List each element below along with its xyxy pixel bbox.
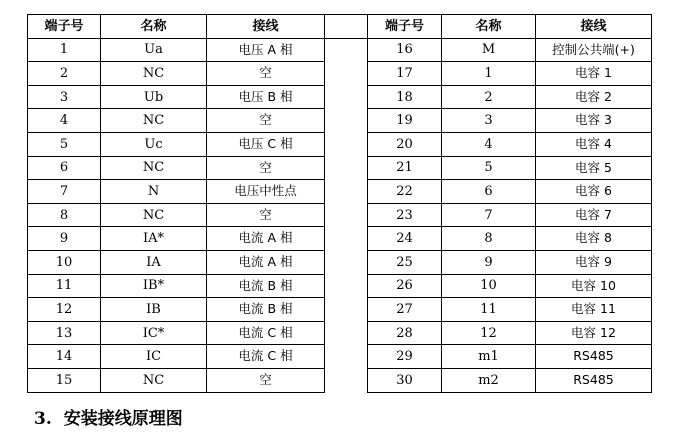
terminal-name-left: NC	[101, 368, 207, 392]
wiring-left: 电流 C 相	[207, 345, 325, 369]
column-gap	[325, 321, 368, 345]
terminal-number-left: 14	[28, 345, 101, 369]
table-row	[28, 227, 652, 251]
wiring-right: 电容 9	[536, 250, 652, 274]
table-row	[28, 62, 652, 86]
column-gap	[325, 156, 368, 180]
wiring-left: 空	[207, 203, 325, 227]
section-title: 安装接线原理图	[63, 409, 183, 429]
terminal-name-right: 11	[442, 298, 536, 322]
wiring-right: 电容 1	[536, 62, 652, 86]
terminal-name-right: 8	[442, 227, 536, 251]
table-row	[28, 298, 652, 322]
terminal-name-left: Uc	[101, 132, 207, 156]
table-row	[28, 85, 652, 109]
terminal-number-left: 6	[28, 156, 101, 180]
terminal-number-left: 5	[28, 132, 101, 156]
terminal-name-left: Ua	[101, 38, 207, 62]
terminal-name-right: 7	[442, 203, 536, 227]
table-row	[28, 203, 652, 227]
column-gap	[325, 203, 368, 227]
terminal-number-right: 18	[368, 85, 442, 109]
terminal-number-left: 15	[28, 368, 101, 392]
terminal-name-right: 2	[442, 85, 536, 109]
terminal-name-right: 9	[442, 250, 536, 274]
column-gap	[325, 85, 368, 109]
header-name-left: 名称	[101, 15, 207, 39]
column-gap	[325, 250, 368, 274]
terminal-number-right: 29	[368, 345, 442, 369]
table-body	[28, 38, 652, 392]
terminal-name-left: IC*	[101, 321, 207, 345]
table-row	[28, 156, 652, 180]
terminal-number-left: 3	[28, 85, 101, 109]
column-gap	[325, 109, 368, 133]
terminal-number-right: 30	[368, 368, 442, 392]
terminal-name-left: IC	[101, 345, 207, 369]
terminal-number-right: 24	[368, 227, 442, 251]
terminal-name-right: 1	[442, 62, 536, 86]
terminal-name-left: IA	[101, 250, 207, 274]
terminal-name-left: IB	[101, 298, 207, 322]
terminal-number-right: 25	[368, 250, 442, 274]
wiring-right: RS485	[536, 345, 652, 369]
wiring-right: 电容 4	[536, 132, 652, 156]
terminal-number-left: 10	[28, 250, 101, 274]
column-gap	[325, 38, 368, 62]
table-row	[28, 368, 652, 392]
column-gap	[325, 62, 368, 86]
terminal-name-left: NC	[101, 203, 207, 227]
wiring-right: 电容 6	[536, 180, 652, 204]
wiring-left: 电流 C 相	[207, 321, 325, 345]
terminal-number-left: 12	[28, 298, 101, 322]
terminal-name-left: NC	[101, 62, 207, 86]
table-row	[28, 132, 652, 156]
terminal-number-left: 8	[28, 203, 101, 227]
header-terminal-left: 端子号	[28, 15, 101, 39]
wiring-right: 电容 5	[536, 156, 652, 180]
terminal-number-right: 20	[368, 132, 442, 156]
wiring-left: 空	[207, 368, 325, 392]
terminal-name-left: NC	[101, 156, 207, 180]
terminal-number-right: 19	[368, 109, 442, 133]
header-wiring-right: 接线	[536, 15, 652, 39]
wiring-right: RS485	[536, 368, 652, 392]
terminal-number-left: 11	[28, 274, 101, 298]
terminal-table	[27, 14, 652, 393]
wiring-left: 电压 A 相	[207, 38, 325, 62]
terminal-name-right: 4	[442, 132, 536, 156]
section-number: 3.	[34, 409, 52, 429]
terminal-number-right: 17	[368, 62, 442, 86]
terminal-name-right: m2	[442, 368, 536, 392]
terminal-name-left: N	[101, 180, 207, 204]
terminal-name-left: IB*	[101, 274, 207, 298]
wiring-left: 电压中性点	[207, 180, 325, 204]
wiring-left: 空	[207, 62, 325, 86]
wiring-right: 电容 10	[536, 274, 652, 298]
wiring-left: 电流 B 相	[207, 274, 325, 298]
wiring-left: 空	[207, 109, 325, 133]
table-row	[28, 250, 652, 274]
wiring-right: 电容 12	[536, 321, 652, 345]
terminal-number-right: 26	[368, 274, 442, 298]
table-row	[28, 38, 652, 62]
header-wiring-left: 接线	[207, 15, 325, 39]
table-row	[28, 274, 652, 298]
table-row	[28, 180, 652, 204]
header-terminal-right: 端子号	[368, 15, 442, 39]
wiring-left: 电流 A 相	[207, 250, 325, 274]
wiring-left: 电流 A 相	[207, 227, 325, 251]
wiring-left: 空	[207, 156, 325, 180]
terminal-number-right: 16	[368, 38, 442, 62]
table-row	[28, 109, 652, 133]
terminal-name-right: 12	[442, 321, 536, 345]
terminal-name-left: IA*	[101, 227, 207, 251]
terminal-number-left: 7	[28, 180, 101, 204]
terminal-number-right: 21	[368, 156, 442, 180]
wiring-right: 控制公共端(+)	[536, 38, 652, 62]
column-gap	[325, 368, 368, 392]
terminal-name-right: 3	[442, 109, 536, 133]
column-gap	[325, 345, 368, 369]
terminal-name-right: 5	[442, 156, 536, 180]
terminal-number-left: 4	[28, 109, 101, 133]
table-row	[28, 321, 652, 345]
wiring-left: 电压 C 相	[207, 132, 325, 156]
column-gap	[325, 180, 368, 204]
column-gap	[325, 274, 368, 298]
column-gap	[325, 227, 368, 251]
wiring-right: 电容 2	[536, 85, 652, 109]
terminal-name-right: 6	[442, 180, 536, 204]
terminal-name-right: m1	[442, 345, 536, 369]
wiring-right: 电容 3	[536, 109, 652, 133]
terminal-name-left: Ub	[101, 85, 207, 109]
table-row	[28, 345, 652, 369]
wiring-right: 电容 11	[536, 298, 652, 322]
terminal-number-left: 2	[28, 62, 101, 86]
terminal-name-left: NC	[101, 109, 207, 133]
terminal-number-right: 22	[368, 180, 442, 204]
column-gap	[325, 132, 368, 156]
column-gap	[325, 298, 368, 322]
terminal-name-right: 10	[442, 274, 536, 298]
header-name-right: 名称	[442, 15, 536, 39]
wiring-right: 电容 7	[536, 203, 652, 227]
wiring-right: 电容 8	[536, 227, 652, 251]
wiring-left: 电压 B 相	[207, 85, 325, 109]
section-heading	[34, 404, 183, 429]
terminal-name-right: M	[442, 38, 536, 62]
terminal-number-right: 27	[368, 298, 442, 322]
terminal-number-right: 23	[368, 203, 442, 227]
terminal-number-left: 13	[28, 321, 101, 345]
terminal-number-left: 9	[28, 227, 101, 251]
terminal-number-right: 28	[368, 321, 442, 345]
terminal-number-left: 1	[28, 38, 101, 62]
wiring-left: 电流 B 相	[207, 298, 325, 322]
table-header-row	[28, 15, 652, 39]
column-gap	[325, 15, 368, 39]
